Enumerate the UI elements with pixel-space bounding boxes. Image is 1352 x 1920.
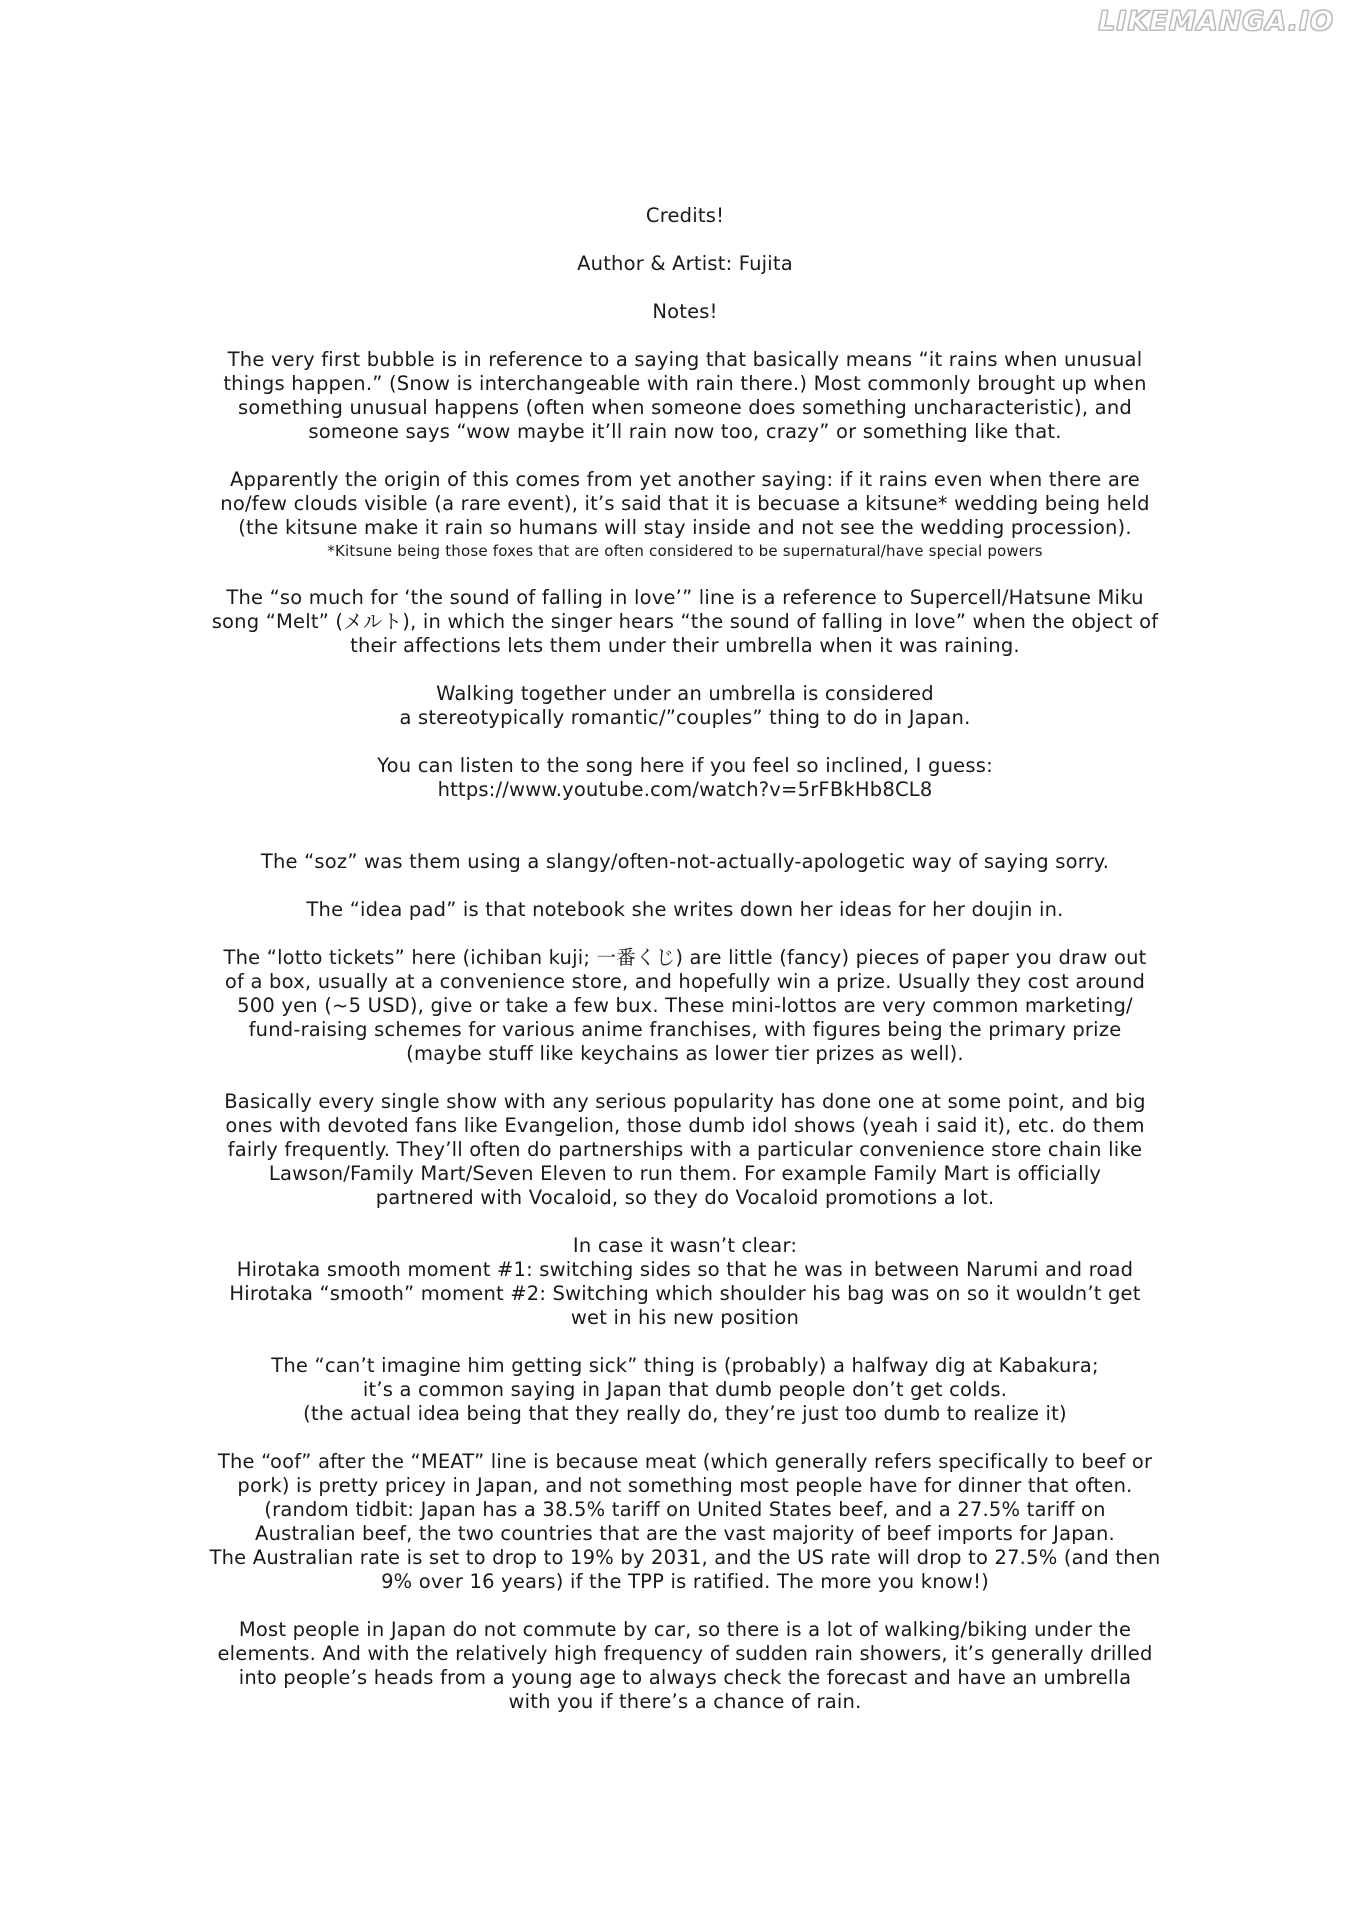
- note-paragraph: [150, 1234, 1220, 1330]
- note-line: (the kitsune make it rain so humans will stay inside and not see the wedding procession).: [238, 516, 1132, 539]
- note-paragraph: [150, 682, 1220, 730]
- notes-list: [150, 348, 1220, 1714]
- note-line: someone says “wow maybe it’ll rain now too, crazy” or something like that.: [308, 420, 1062, 443]
- credits-heading: Credits!: [645, 204, 725, 227]
- section-spacer: [150, 826, 1220, 850]
- note-paragraph: [150, 850, 1220, 874]
- note-line: of a box, usually at a convenience store, and hopefully win a prize. Usually they cost around: [224, 970, 1146, 993]
- note-line: song “Melt” (メルト), in which the singer hears “the sound of falling in love” when the object of: [211, 610, 1159, 633]
- note-paragraph: [150, 898, 1220, 922]
- note-paragraph: [150, 1354, 1220, 1426]
- note-line: fairly frequently. They’ll often do partnerships with a particular convenience store chain like: [227, 1138, 1143, 1161]
- note-line: Australian beef, the two countries that are the vast majority of beef imports for Japan.: [255, 1522, 1115, 1545]
- note-line: https://www.youtube.com/watch?v=5rFBkHb8CL8: [437, 778, 933, 801]
- note-paragraph: [150, 1450, 1220, 1594]
- note-line: (random tidbit: Japan has a 38.5% tariff on United States beef, and a 27.5% tariff on: [264, 1498, 1106, 1521]
- note-paragraph: [150, 754, 1220, 802]
- note-footnote: *Kitsune being those foxes that are often considered to be supernatural/have special powers: [327, 542, 1043, 560]
- note-line: You can listen to the song here if you feel so inclined, I guess:: [377, 754, 993, 777]
- note-line: Hirotaka “smooth” moment #2: Switching which shoulder his bag was on so it wouldn’t get: [229, 1282, 1141, 1305]
- note-line: Most people in Japan do not commute by car, so there is a lot of walking/biking under the: [238, 1618, 1132, 1641]
- note-line: wet in his new position: [570, 1306, 800, 1329]
- note-paragraph: [150, 946, 1220, 1066]
- note-line: their affections lets them under their umbrella when it was raining.: [350, 634, 1020, 657]
- note-line: The “lotto tickets” here (ichiban kuji; 一番くじ) are little (fancy) pieces of paper you draw out: [223, 946, 1147, 969]
- note-line: (the actual idea being that they really do, they’re just too dumb to realize it): [303, 1402, 1067, 1425]
- note-line: Apparently the origin of this comes from yet another saying: if it rains even when there are: [230, 468, 1140, 491]
- note-line: The “can’t imagine him getting sick” thing is (probably) a halfway dig at Kabakura;: [271, 1354, 1099, 1377]
- note-line: Walking together under an umbrella is considered: [436, 682, 934, 705]
- note-line: things happen.” (Snow is interchangeable with rain there.) Most commonly brought up when: [223, 372, 1147, 395]
- site-watermark: LIKEMANGA.IO: [1098, 6, 1334, 37]
- note-line: a stereotypically romantic/”couples” thing to do in Japan.: [399, 706, 971, 729]
- note-line: 9% over 16 years) if the TPP is ratified. The more you know!): [381, 1570, 989, 1593]
- note-line: ones with devoted fans like Evangelion, those dumb idol shows (yeah i said it), etc. do them: [225, 1114, 1145, 1137]
- note-line: The “oof” after the “MEAT” line is because meat (which generally refers specifically to beef or: [217, 1450, 1153, 1473]
- note-line: 500 yen (~5 USD), give or take a few bux. These mini-lottos are very common marketing/: [237, 994, 1133, 1017]
- note-line: The “idea pad” is that notebook she writes down her ideas for her doujin in.: [306, 898, 1064, 921]
- note-line: into people’s heads from a young age to always check the forecast and have an umbrella: [238, 1666, 1132, 1689]
- author-credit: Author & Artist: Fujita: [577, 252, 793, 275]
- note-line: In case it wasn’t clear:: [572, 1234, 798, 1257]
- note-line: The very first bubble is in reference to a saying that basically means “it rains when unusual: [227, 348, 1143, 371]
- note-paragraph: [150, 468, 1220, 562]
- note-paragraph: [150, 348, 1220, 444]
- note-line: with you if there’s a chance of rain.: [508, 1690, 862, 1713]
- credits-notes-page: [150, 204, 1220, 1738]
- note-line: Lawson/Family Mart/Seven Eleven to run them. For example Family Mart is officially: [268, 1162, 1102, 1185]
- note-line: partnered with Vocaloid, so they do Vocaloid promotions a lot.: [375, 1186, 995, 1209]
- note-line: something unusual happens (often when someone does something uncharacteristic), and: [238, 396, 1132, 419]
- note-line: Hirotaka smooth moment #1: switching sides so that he was in between Narumi and road: [236, 1258, 1134, 1281]
- note-paragraph: [150, 1090, 1220, 1210]
- note-line: The Australian rate is set to drop to 19% by 2031, and the US rate will drop to 27.5% (and then: [209, 1546, 1161, 1569]
- note-line: it’s a common saying in Japan that dumb people don’t get colds.: [362, 1378, 1008, 1401]
- note-paragraph: [150, 586, 1220, 658]
- note-line: fund-raising schemes for various anime franchises, with figures being the primary prize: [248, 1018, 1122, 1041]
- note-line: elements. And with the relatively high frequency of sudden rain showers, it’s generally drilled: [217, 1642, 1153, 1665]
- note-line: The “so much for ‘the sound of falling in love’” line is a reference to Supercell/Hatsune Miku: [226, 586, 1144, 609]
- note-line: pork) is pretty pricey in Japan, and not something most people have for dinner that often.: [237, 1474, 1133, 1497]
- note-paragraph: [150, 1618, 1220, 1714]
- notes-heading: Notes!: [652, 300, 718, 323]
- note-line: no/few clouds visible (a rare event), it’s said that it is becuase a kitsune* wedding being held: [220, 492, 1150, 515]
- note-line: (maybe stuff like keychains as lower tier prizes as well).: [406, 1042, 964, 1065]
- note-line: Basically every single show with any serious popularity has done one at some point, and big: [224, 1090, 1146, 1113]
- note-line: The “soz” was them using a slangy/often-not-actually-apologetic way of saying sorry.: [260, 850, 1110, 873]
